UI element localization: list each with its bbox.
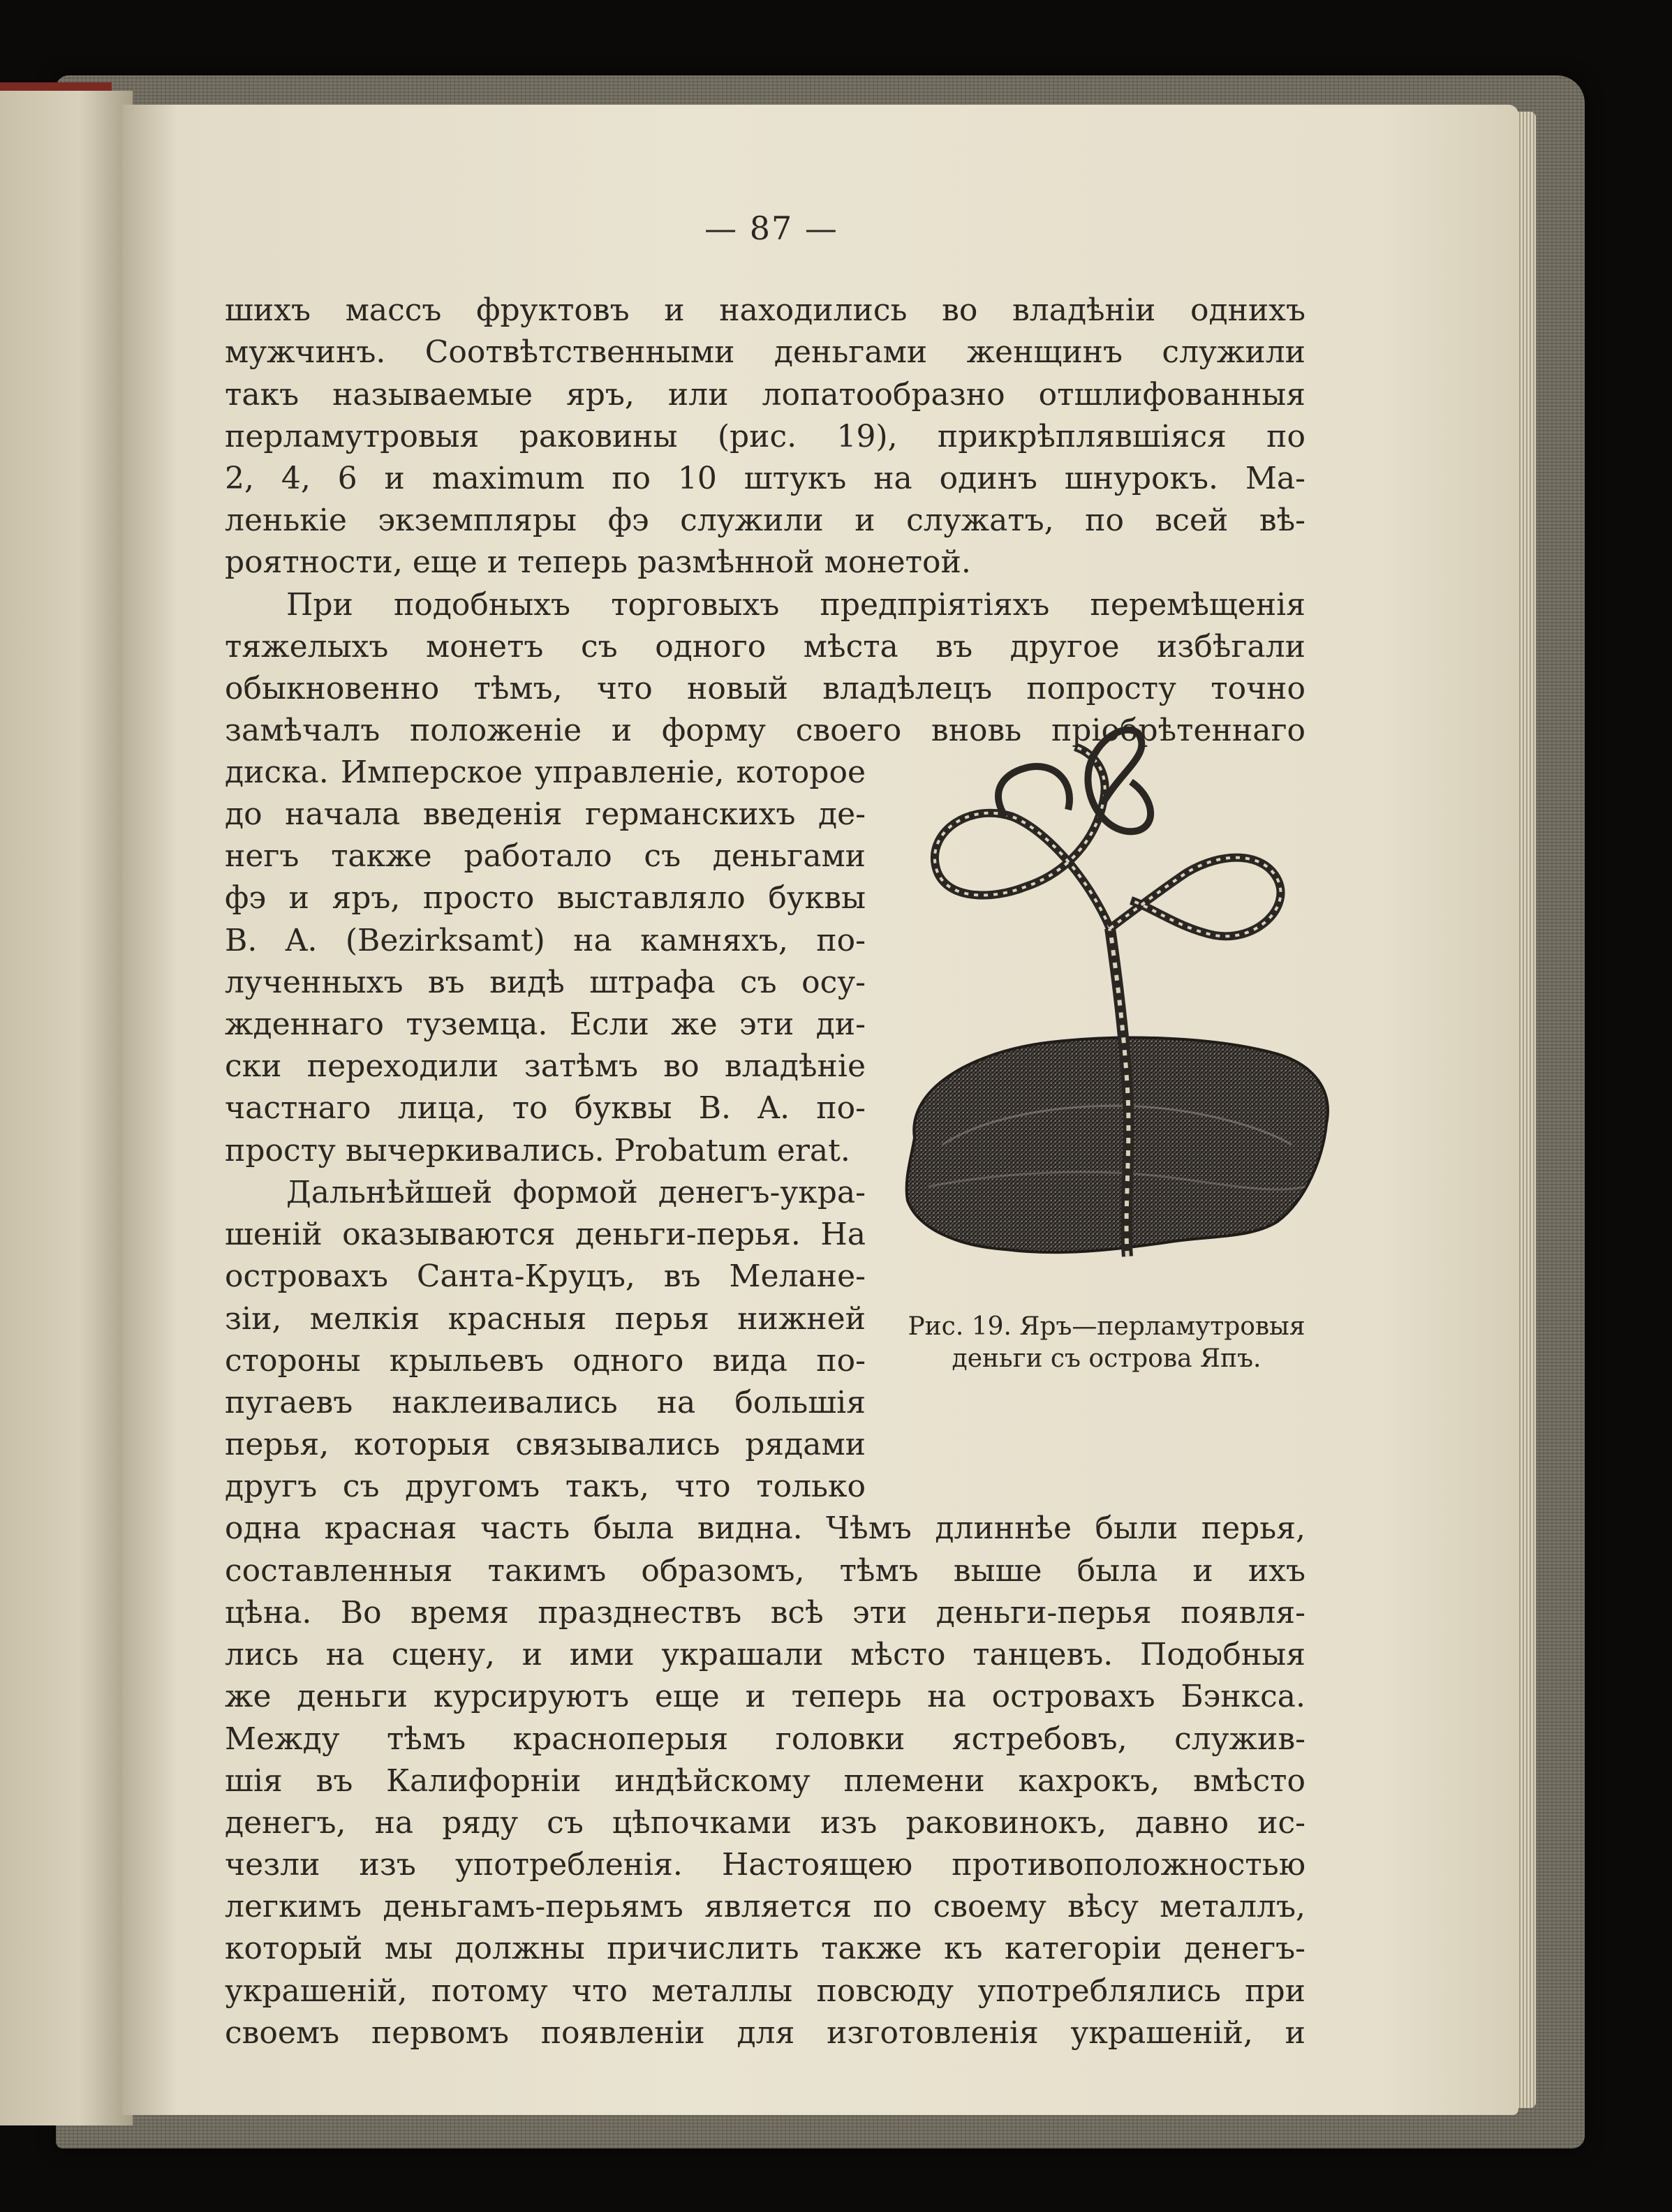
text-line: Между тѣмъ краснoперыя головки ястребовъ, служив- xyxy=(225,1721,1305,1757)
text-line: ски переходили затѣмъ во владѣніе xyxy=(225,1048,866,1084)
text-line: перья, которыя связывались рядами xyxy=(225,1427,866,1462)
text-line: обыкновенно тѣмъ, что новый владѣлецъ попросту точно xyxy=(225,671,1305,706)
text-line: такъ называемые яръ, или лопатообразно отшлифованныя xyxy=(225,377,1305,413)
figure-shell-money xyxy=(887,726,1333,1319)
text-line: своемъ первомъ появленіи для изготовленія украшеній, и xyxy=(225,2015,1305,2051)
text-line: островахъ Санта-Круцъ, въ Меланe- xyxy=(225,1259,866,1294)
text-line: замѣчалъ положеніе и форму своего вновь пріобрѣтеннаго xyxy=(225,713,1305,748)
text-line: диска. Имперское управленіе, которое xyxy=(225,755,866,790)
text-line: легкимъ деньгамъ-перьямъ является по своему вѣсу металлъ, xyxy=(225,1889,1305,1924)
left-page xyxy=(0,91,133,2125)
text-line: чезли изъ употребленія. Настоящею противоположностью xyxy=(225,1847,1305,1883)
text-line: частнаго лица, то буквы B. A. по- xyxy=(225,1090,866,1126)
text-line: же деньги курсируютъ еще и теперь на островахъ Бэнкса. xyxy=(225,1679,1305,1714)
text-line: зіи, мелкія красныя перья нижней xyxy=(225,1301,866,1337)
text-line: мужчинъ. Соотвѣтственными деньгами женщинъ служили xyxy=(225,334,1305,370)
figure-caption-line-1: Рис. 19. Яръ—перламутровыя xyxy=(908,1312,1305,1341)
text-line: другъ съ другомъ такъ, что только xyxy=(225,1469,866,1504)
text-line: просту вычеркивались. Probatum erat. xyxy=(225,1133,850,1168)
text-line: ленькіе экземпляры фэ служили и служатъ, по всей вѣ- xyxy=(225,503,1305,538)
page-number: — 87 — xyxy=(704,209,838,247)
text-line: При подобныхъ торговыхъ предпріятіяхъ перемѣщенія xyxy=(286,587,1305,623)
text-line: шія въ Калифорніи индѣйскому племени кахрокъ, вмѣсто xyxy=(225,1763,1305,1799)
text-line: который мы должны причислить также къ категоріи денегъ- xyxy=(225,1931,1305,1966)
text-line: составленныя такимъ образомъ, тѣмъ выше была и ихъ xyxy=(225,1553,1305,1589)
text-line: лись на сцену, и ими украшали мѣсто танцевъ. Подобныя xyxy=(225,1637,1305,1672)
text-line: пугаевъ наклеивались на большія xyxy=(225,1385,866,1420)
text-line: цѣна. Во время празднествъ всѣ эти деньги-перья появля- xyxy=(225,1595,1305,1631)
text-line: Дальнѣйшей формой денегъ-укра- xyxy=(286,1175,866,1210)
text-line: денегъ, на ряду съ цѣпочками изъ раковинокъ, давно ис- xyxy=(225,1805,1305,1841)
text-line: тяжелыхъ монетъ съ одного мѣста въ другое избѣгали xyxy=(225,629,1305,665)
text-line: 2, 4, 6 и maximum по 10 штукъ на одинъ шнурокъ. Ма- xyxy=(225,461,1305,496)
figure-caption-line-2: деньги съ острова Япъ. xyxy=(952,1344,1262,1373)
text-line: до начала введенія германскихъ де- xyxy=(225,796,866,832)
text-line: стороны крыльевъ одного вида по- xyxy=(225,1343,866,1379)
text-line: негъ также работало съ деньгами xyxy=(225,838,866,874)
text-line: украшеній, потому что металлы повсюду употреблялись при xyxy=(225,1973,1305,2009)
text-line: жденнаго туземца. Если же эти ди- xyxy=(225,1007,866,1042)
text-line: B. A. (Bezirksamt) на камняхъ, по- xyxy=(225,923,866,958)
text-line: фэ и яръ, просто выставляло буквы xyxy=(225,880,866,916)
text-line: лученныхъ въ видѣ штрафа съ осу- xyxy=(225,965,866,1000)
text-line: перламутровыя раковины (рис. 19), прикрѣплявшіяся по xyxy=(225,419,1305,454)
text-line: шихъ массъ фруктовъ и находились во владѣніи однихъ xyxy=(225,292,1305,328)
text-line: роятности, еще и теперь размѣнной монетой. xyxy=(225,544,971,580)
text-line: шеній оказываются деньги-перья. На xyxy=(225,1217,866,1252)
text-line: одна красная часть была видна. Чѣмъ длиннѣе были перья, xyxy=(225,1510,1305,1546)
